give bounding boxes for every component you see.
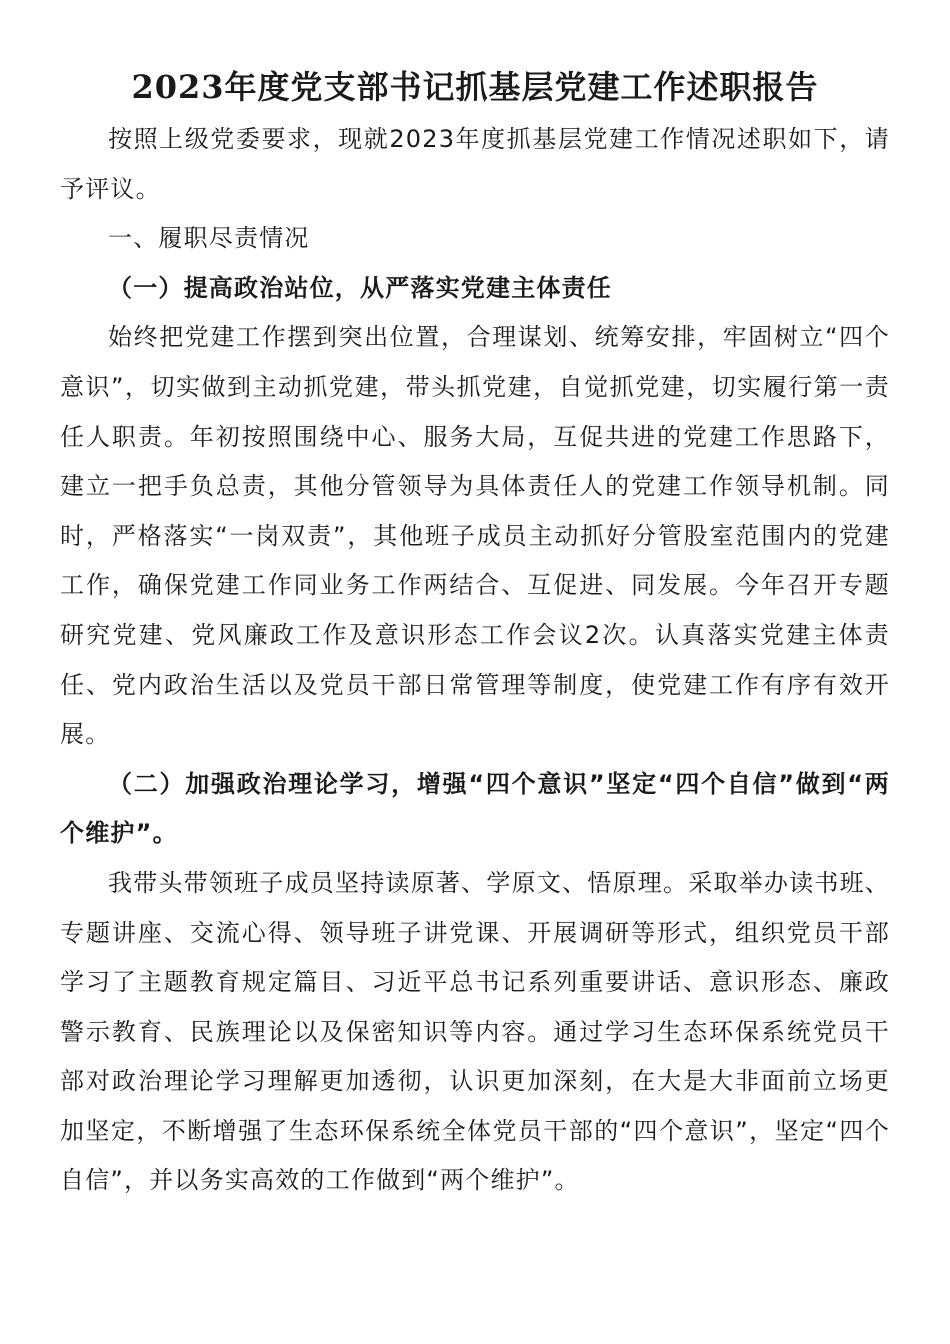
section-heading-1: 一、履职尽责情况	[108, 224, 310, 253]
subsection-body-1: 始终把党建工作摆到突出位置，合理谋划、统筹安排，牢固树立“四个意识”，切实做到主动抓党建，带头抓党建，自觉抓党建，切实履行第一责任人职责。年初按照围绕中心、服务大局，互促共进的党建工作思路下，建立一把手负总责，其他分管领导为具体责任人的党建工作领导机制。同时，严格落实“一岗双责”，其他班子成员主动抓好分管股室范围内的党建工作，确保党建工作同业务工作两结合、互促进、同发展。今年召开专题研究党建、党风廉政工作及意识形态工作会议2次。认真落实党建主体责任、党内政治生活以及党员干部日常管理等制度，使党建工作有序有效开展。	[60, 323, 890, 749]
subsection-heading-1: （一）提高政治站位，从严落实党建主体责任	[108, 273, 612, 302]
intro-paragraph: 按照上级党委要求，现就2023年度抓基层党建工作情况述职如下，请予评议。	[60, 125, 890, 203]
subsection-body-2: 我带头带领班子成员坚持读原著、学原文、悟原理。采取举办读书班、专题讲座、交流心得、领导班子讲党课、开展调研等形式，组织党员干部学习了主题教育规定篇目、习近平总书记系列重要讲话、意识形态、廉政警示教育、民族理论以及保密知识等内容。通过学习生态环保系统党员干部对政治理论学习理解更加透彻，认识更加深刻，在大是大非面前立场更加坚定，不断增强了生态环保系统全体党员干部的“四个意识”，坚定“四个自信”，并以务实高效的工作做到“两个维护”。	[60, 868, 890, 1195]
subsection-heading-2: （二）加强政治理论学习，增强“四个意识”坚定“四个自信”做到“两个维护”。	[60, 769, 890, 848]
document-title: 2023年度党支部书记抓基层党建工作述职报告	[131, 68, 819, 106]
document-body	[60, 115, 890, 1206]
